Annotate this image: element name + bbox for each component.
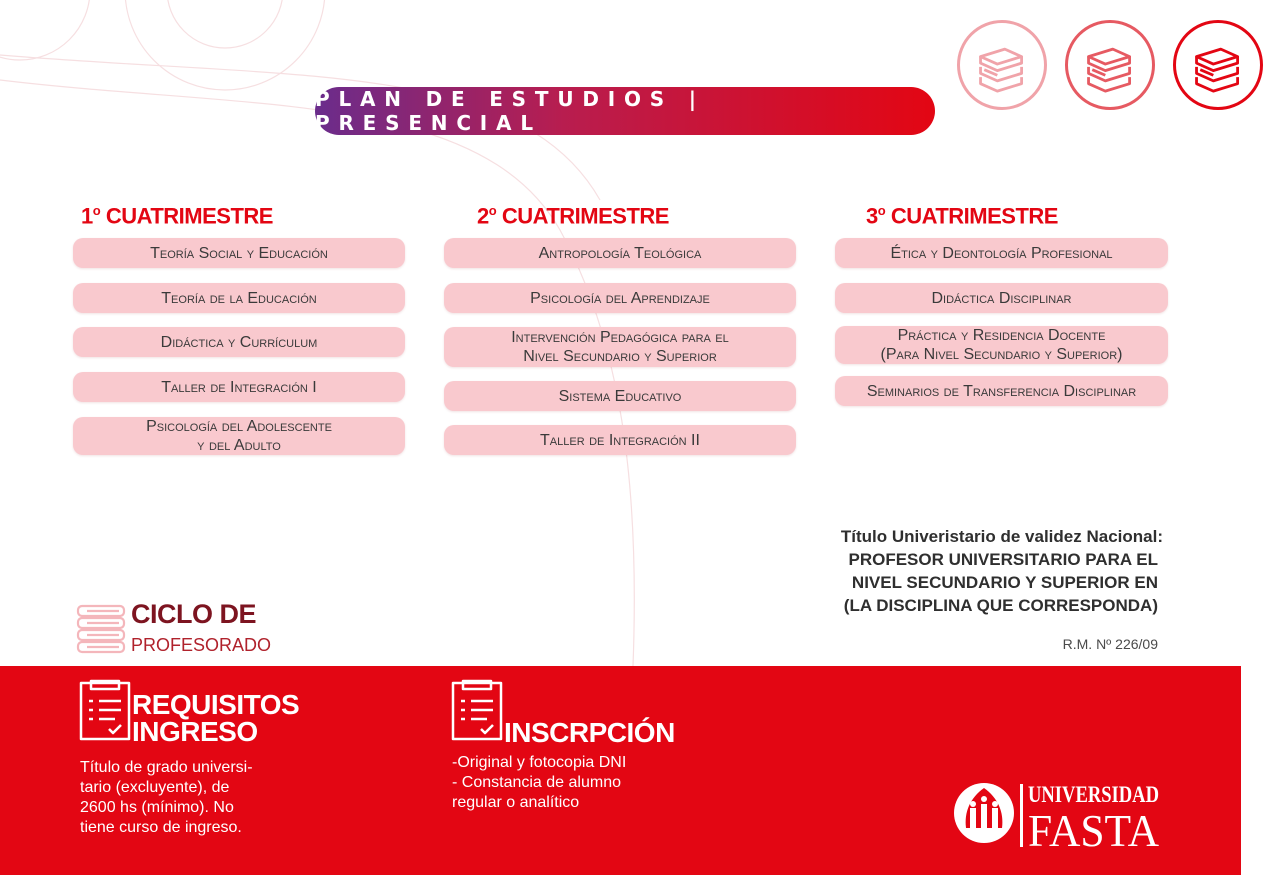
ciclo-title: CICLO DE (131, 599, 257, 629)
subject-pill: Didáctica Disciplinar (835, 283, 1168, 313)
column-title-2: 2$^o$ CUATRIMESTRE (477, 203, 669, 229)
logo-emblem-icon (954, 783, 1014, 843)
books-icon (1065, 20, 1155, 110)
subject-pill: Teoría de la Educación (73, 283, 405, 313)
subject-pill: Psicología del Adolescente y del Adulto (73, 417, 405, 455)
ciclo-subtitle: PROFESORADO (131, 635, 272, 655)
subject-pill: Seminarios de Transferencia Disciplinar (835, 376, 1168, 406)
books-icon (1173, 20, 1263, 110)
column-title-3: 3$^o$ CUATRIMESTRE (866, 203, 1058, 229)
inscripcion-text: -Original y fotocopia DNI - Constancia de alumno regular o analítico (452, 754, 627, 811)
university-logo (950, 778, 1165, 856)
subject-pill: Sistema Educativo (444, 381, 796, 411)
subject-pill: Psicología del Aprendizaje (444, 283, 796, 313)
books-icon (957, 20, 1047, 110)
requisitos-title: REQUISITOS INGRESO (132, 689, 300, 747)
checklist-icon (79, 679, 131, 741)
degree-title: Título Univeristario de validez Nacional: PROFESOR UNIVERSITARIO PARA EL NIVEL SECUNDARIO Y SUPERIOR EN (LA DISCIPLINA QUE CORRESPONDA) (840, 527, 1163, 615)
requisitos-text: Título de grado universi- tario (excluyente), de 2600 hs (mínimo). No tiene curso de ingreso. (80, 759, 253, 836)
subject-pill: Práctica y Residencia Docente (Para Nivel Secundario y Superior) (835, 326, 1168, 364)
logo-line1: UNIVERSIDAD (1028, 782, 1159, 807)
subject-pill: Antropología Teológica (444, 238, 796, 268)
subject-pill: Didáctica y Currículum (73, 327, 405, 357)
logo-line2: FASTA (1028, 805, 1159, 856)
books-icon (75, 603, 128, 655)
inscripcion-title: INSCRPCIÓN (504, 717, 675, 748)
checklist-icon (451, 679, 503, 741)
resolution-number: R.M. Nº 226/09 (1062, 636, 1158, 652)
subject-pill: Taller de Integración I (73, 372, 405, 402)
column-title-1: 1$^o$ CUATRIMESTRE (81, 203, 273, 229)
subject-pill: Taller de Integración II (444, 425, 796, 455)
subject-pill: Intervención Pedagógica para el Nivel Secundario y Superior (444, 327, 796, 367)
subject-pill: Teoría Social y Educación (73, 238, 405, 268)
subject-pill: Ética y Deontología Profesional (835, 238, 1168, 268)
plan-banner: PLAN DE ESTUDIOS | PRESENCIAL (315, 87, 935, 135)
